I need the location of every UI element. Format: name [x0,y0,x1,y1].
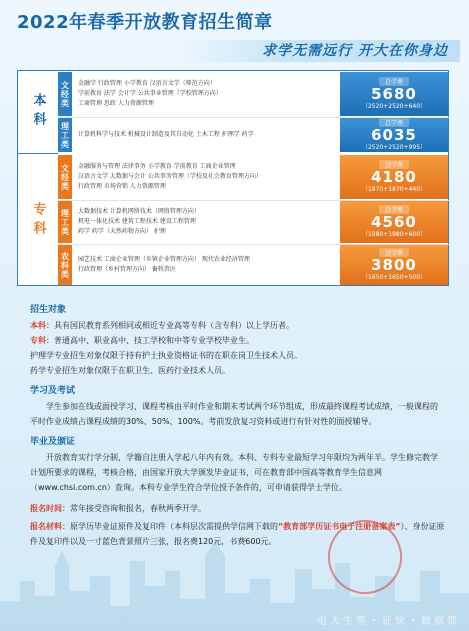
brochure-body [30,303,445,549]
section-heading-study: 学习及考试 [30,386,76,396]
major-list [78,71,338,117]
table-row [58,71,450,117]
major-line: 金融学 行政管理 小学教育 汉语言文学（师范方向） [78,80,216,87]
graduation-text: 开放教育实行学分制，学籍自注册入学起八年内有效。本科、专科专业最短学习年限均为两年半。学生修完教学计划所要求的课程，考核合格，由国家开放大学颁发毕业证书，可在教育部中国高等教育学生信息网（www.chsi.com.cn）查询。本科专业学生符合学位授予条件的，可申请获得学士学位。 [30,453,438,492]
recruit-ben [30,318,445,333]
fee-breakdown: （1980+1980+600） [361,231,427,238]
section-heading-recruit: 招生对象 [30,305,67,315]
materials-text-b: ）、身份证原件及复印件以及一寸蓝色背景照片三张，报名费120元，书费600元。 [30,522,445,546]
fee-label: 总学费 [379,118,409,127]
zhuan-text: ：普通高中、职业高中、技工学校和中等专业学校毕业生。 [46,336,254,345]
page-title: 2022年春季开放教育招生简章 [17,12,273,33]
materials-highlight: “教育部学历证书电子注册备案表” [278,522,401,531]
major-list [78,117,338,153]
fee-amount: 5680 [371,85,417,103]
table-row [58,200,450,244]
table-row [58,154,450,200]
fee-amount: 4560 [371,213,417,231]
major-line: 药学 药学（天然药物方向） 护理 [78,228,166,235]
major-line: 汉语言文学 大数据与会计 公共事务管理（学校及社会教育管理方向） [78,173,262,180]
time-text: ：常年接受咨询和报名，春秋两季开学。 [62,504,206,513]
major-line: 学前教育 法学 会计学 公共事业管理（学校管理方向） [78,90,222,97]
fee-box [340,201,448,243]
category-label: 文经类 [58,155,72,199]
major-line: 行政管理（乡村管理方向） 畜牧兽医 [78,266,176,273]
table-row [58,244,450,286]
fee-table [17,70,449,286]
slogan: 求学无需远行 开大在你身边 [180,40,460,62]
registration-time [30,501,445,516]
fee-label: 总学费 [379,77,409,86]
fee-amount: 6035 [371,126,417,144]
major-line: 计算机科学与技术 机械设计制造及其自动化 土木工程 护理学 药学 [78,131,254,138]
major-line: 大数据技术 计算机网络技术（网络管理方向） [78,208,200,215]
major-line: 工商管理 思政 人力资源管理 [78,100,154,107]
header-banner [0,0,469,62]
study-text: 学生参加在线或面授学习，课程考核由平时作业和期末考试两个环节组成，形成最终课程考试成绩，一般课程的平时作业成绩占课程成绩的30%、50%、100%。考前发放复习资料或进行有针对性的面授辅导。 [30,402,438,426]
category-label: 理工类 [58,201,72,243]
fee-label: 总学费 [379,248,409,257]
fee-box [340,72,448,116]
major-list [78,200,338,244]
category-label: 农科类 [58,245,72,285]
major-list [78,244,338,286]
table-row [58,117,450,153]
ben-text: ：具有国民教育系列相同或相近专业高等专科（含专科）以上学历者。 [46,321,294,330]
nurse-rule: 护理学专业招生对象仅限于持有护士执业资格证书的在职在岗卫生技术人员。 [30,351,302,360]
fee-breakdown: （1650+1650+500） [361,274,427,281]
section-heading-graduation: 毕业及颁证 [30,437,76,447]
materials-tag: 报名材料 [30,522,62,531]
category-label: 文经类 [58,72,72,116]
category-label: 理工类 [58,118,72,152]
fee-breakdown: （2520+2520+995） [361,144,427,151]
fee-label: 总学费 [379,160,409,169]
major-line: 园艺技术 工商企业管理（乡镇企业管理方向） 现代农业经济管理 [78,256,250,263]
pharma-rule: 药学专业招生对象仅限于在职卫生、医药行业技术人员。 [30,366,230,375]
fee-breakdown: （1870+1870+440） [361,186,427,193]
fee-amount: 4180 [371,168,417,186]
recruit-zhuan [30,333,445,348]
zhuan-tag: 专科 [30,336,46,345]
level-label-zhuan: 专科 [18,153,58,287]
ben-tag: 本科 [30,321,46,330]
level-label-ben: 本科 [30,93,46,131]
major-line: 金融服务与管理 法律事务 小学教育 学前教育 工商企业管理 [78,163,236,170]
fee-box [340,245,448,285]
fee-breakdown: （2520+2520+640） [361,103,427,110]
fee-label: 总学费 [379,205,409,214]
major-line: 机电一体化技术 建筑工程技术 建设工程管理 [78,218,196,225]
time-tag: 报名时间 [30,504,62,513]
fee-amount: 3800 [371,256,417,274]
major-list [78,154,338,200]
materials-text-a: ：原学历毕业证原件及复印件（本科层次需提供学信网下载的 [62,522,278,531]
fee-box [340,118,448,152]
footer-watermark: 电大生签・证快・数据都 [317,616,460,627]
major-line: 行政管理 市场营销 人力资源管理 [78,183,166,190]
fee-box [340,155,448,199]
